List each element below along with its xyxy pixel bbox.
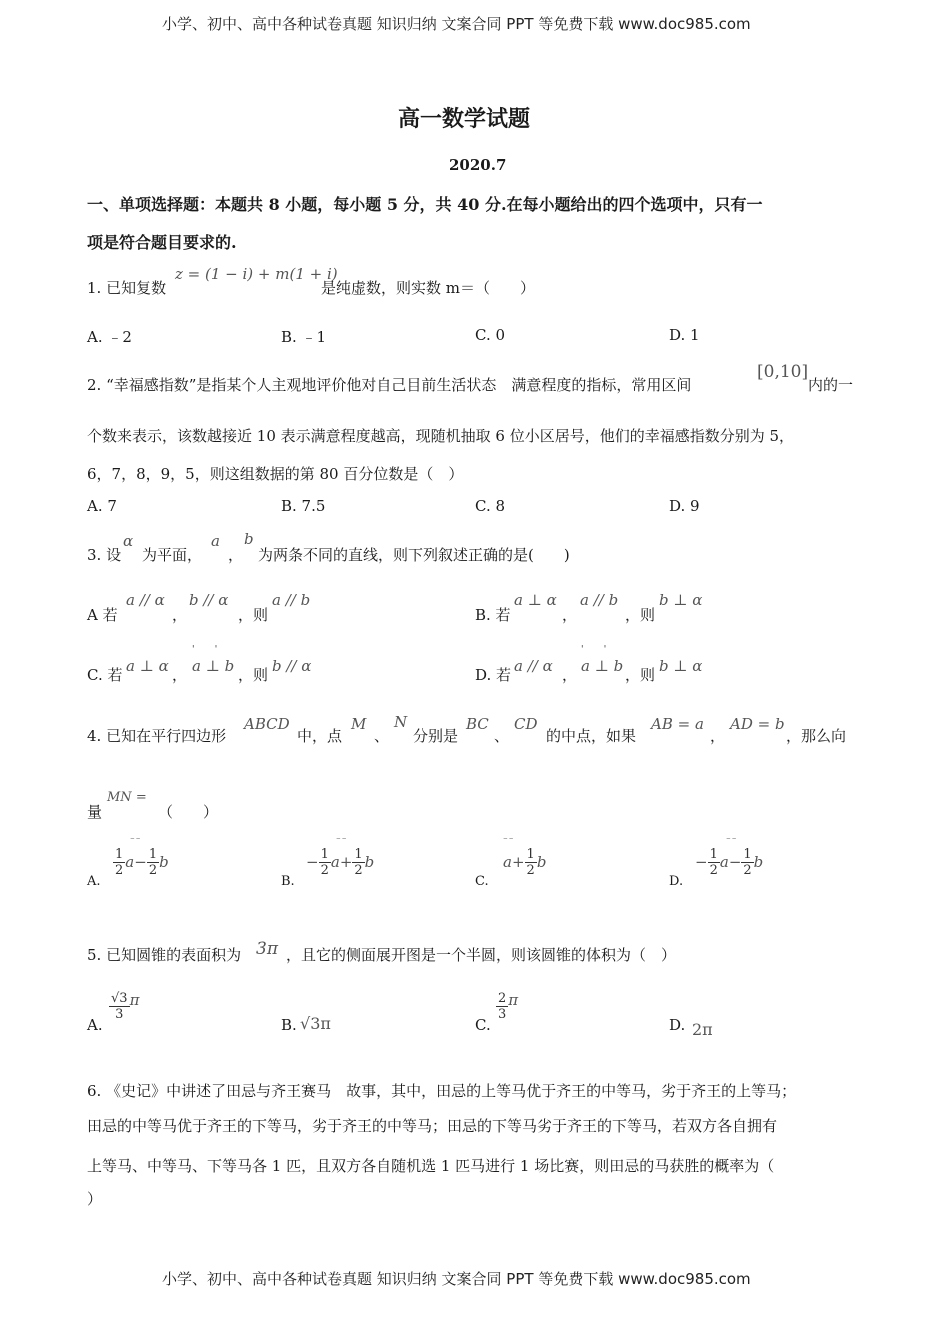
q3-option-c-m2: a ⊥ b: [192, 657, 235, 675]
q4-option-c-label: C.: [475, 874, 489, 889]
q3-option-d-m2: a ⊥ b: [581, 657, 624, 675]
q5-option-b-label: B.: [281, 1016, 297, 1034]
q5-option-b-value: √3π: [300, 1014, 331, 1033]
q5-stem-pre: 5. 已知圆锥的表面积为: [87, 946, 242, 964]
q3-option-d-m3: b ⊥ α: [659, 657, 703, 675]
q3-option-b-sep: ，: [562, 606, 578, 624]
vector-arrow-icon: ⁻⁻: [726, 836, 738, 846]
q1-formula: z = (1 − i) + m(1 + i): [175, 265, 338, 283]
fraction: $\frac{1}{2}$: [320, 847, 329, 878]
fraction: $\frac{1}{2}$: [526, 847, 535, 878]
q3-option-d-label: D. 若: [475, 666, 512, 684]
q3-option-c-m1: a ⊥ α: [126, 657, 169, 675]
fraction: $\frac{√3}{3}$: [111, 991, 128, 1022]
q3-option-d-sep: ，: [562, 666, 578, 684]
q4-stem-p3: 分别是: [413, 727, 459, 745]
vector-arrow-icon: ⁻⁻: [336, 836, 348, 846]
q5-option-d-value: 2π: [692, 1020, 713, 1039]
q4-comma: ，: [710, 727, 726, 745]
q4-option-d-label: D.: [669, 874, 684, 889]
q3-option-b-label: B. 若: [475, 606, 511, 624]
fraction: $\frac{1}{2}$: [743, 847, 752, 878]
q4-stem-p4: 的中点，如果: [546, 727, 637, 745]
q3-option-d-m1: a // α: [514, 657, 553, 675]
q3-option-a-sep: ，: [172, 606, 188, 624]
q3-option-b-m1: a ⊥ α: [514, 591, 557, 609]
section-heading-line1: 一、单项选择题：本题共 8 小题，每小题 5 分，共 40 分.在每小题给出的四个选项中，只有一: [87, 195, 763, 214]
q3-stem-p3: 为两条不同的直线，则下列叙述正确的是( ): [258, 546, 570, 564]
q3-option-c-sep: ，: [172, 666, 188, 684]
q4-point-m: M: [351, 715, 367, 733]
q4-line2-post: （ ）: [158, 803, 219, 821]
vector-arrow-icon: ⁻⁻: [130, 836, 142, 846]
q4-ad-eq: AD = b: [730, 715, 785, 733]
q4-stem-p1: 4. 已知在平行四边形: [87, 727, 227, 745]
fraction: $\frac{1}{2}$: [709, 847, 718, 878]
q2-line1-post: 内的一: [808, 376, 854, 394]
q2-line3: 6，7，8，9，5，则这组数据的第 80 百分位数是（ ）: [87, 465, 464, 483]
q4-line2-pre: 量: [87, 803, 103, 821]
q2-option-b: B. 7.5: [281, 497, 326, 515]
q6-line2: 田忌的中等马优于齐王的下等马，劣于齐王的中等马；田忌的下等马劣于齐王的下等马，若双方各自拥有: [87, 1117, 778, 1135]
q3-stem-p1: 3. 设: [87, 546, 122, 564]
q3-option-a-m3: a // b: [272, 591, 311, 609]
q3-option-a-then: ，则: [238, 606, 269, 624]
q6-line4: ）: [87, 1190, 103, 1208]
q5-option-c-label: C.: [475, 1016, 491, 1034]
q5-area: 3π: [256, 939, 278, 959]
q3-option-d-vector-ticks: ' ': [581, 645, 608, 655]
q5-option-a-label: A.: [87, 1016, 103, 1034]
q3-option-b-m3: b ⊥ α: [659, 591, 703, 609]
q3-comma: ，: [228, 546, 244, 564]
q4-seg-cd: CD: [514, 715, 538, 733]
q4-seg-bc: BC: [466, 715, 489, 733]
fraction: $\frac{1}{2}$: [148, 847, 158, 878]
q4-option-b-expr: − $\frac{1}{2}$ a+ $\frac{1}{2}$ b: [306, 847, 375, 878]
q3-option-b-then: ，则: [625, 606, 656, 624]
exam-date: 2020.7: [449, 156, 507, 174]
q4-stem-p2: 中，点: [297, 727, 343, 745]
q6-line1: 6. 《史记》中讲述了田忌与齐王赛马 故事，其中，田忌的上等马优于齐王的中等马，劣于齐王的上等马；: [87, 1082, 797, 1100]
q3-option-c-label: C. 若: [87, 666, 123, 684]
q2-interval: [0,10]: [757, 362, 809, 382]
q4-sep-1: 、: [374, 727, 390, 745]
q3-option-d-then: ，则: [625, 666, 656, 684]
page-title: 高一数学试题: [398, 106, 531, 132]
q2-line2: 个数来表示，该数越接近 10 表示满意程度越高，现随机抽取 6 位小区居号，他们的幸福感指数分别为 5，: [87, 427, 795, 445]
q5-option-c-expr: $\frac{2}{3}$ π: [498, 991, 519, 1022]
q1-stem-pre: 1. 已知复数: [87, 279, 167, 297]
q4-option-d-expr: − $\frac{1}{2}$ a− $\frac{1}{2}$ b: [695, 847, 764, 878]
q3-stem-p2: 为平面，: [142, 546, 203, 564]
q4-point-n: N: [394, 713, 408, 731]
q3-option-c-then: ，则: [238, 666, 269, 684]
q1-stem-post: 是纯虚数，则实数 m＝（ ）: [321, 279, 535, 297]
page-header: 小学、初中、高中各种试卷真题 知识归纳 文案合同 PPT 等免费下载 www.doc985.com: [162, 15, 751, 33]
q3-option-a-m2: b // α: [189, 591, 229, 609]
q4-abcd: ABCD: [244, 715, 290, 733]
q4-option-a-label: A.: [87, 874, 101, 889]
q3-var-b: b: [244, 530, 254, 548]
q2-line1-pre: 2. “幸福感指数”是指某个人主观地评价他对自己目前生活状态 满意程度的指标，常用区间: [87, 376, 692, 394]
fraction: $\frac{2}{3}$: [498, 991, 507, 1022]
q5-option-a-expr: $\frac{√3}{3}$ π: [111, 991, 140, 1022]
q5-stem-post: ，且它的侧面展开图是一个半圆，则该圆锥的体积为（ ）: [286, 946, 677, 964]
fraction: $\frac{1}{2}$: [115, 847, 124, 878]
q1-option-c: C. 0: [475, 326, 506, 344]
q1-option-d: D. 1: [669, 326, 700, 344]
q3-alpha: α: [123, 532, 134, 550]
q6-line3: 上等马、中等马、下等马各 1 匹，且双方各自随机选 1 匹马进行 1 场比赛，则田忌的马获胜的概率为（: [87, 1157, 775, 1175]
q3-option-b-m2: a // b: [580, 591, 619, 609]
q1-option-a: A. ﹣2: [87, 328, 132, 346]
q3-var-a: a: [211, 532, 220, 550]
q3-option-a-label: A 若: [87, 606, 118, 624]
q3-option-c-vector-ticks: ' ': [192, 645, 219, 655]
q4-stem-p5: ，那么向: [786, 727, 847, 745]
q2-option-d: D. 9: [669, 497, 700, 515]
section-heading-line2: 项是符合题目要求的.: [87, 233, 237, 252]
q5-option-d-label: D.: [669, 1016, 686, 1034]
q4-option-b-label: B.: [281, 874, 295, 889]
page-footer: 小学、初中、高中各种试卷真题 知识归纳 文案合同 PPT 等免费下载 www.doc985.com: [162, 1270, 751, 1288]
q4-sep-2: 、: [494, 727, 510, 745]
q4-option-a-expr: $\frac{1}{2}$ a− $\frac{1}{2}$ b: [115, 847, 169, 878]
q4-ab-eq: AB = a: [651, 715, 704, 733]
q4-mn: MN =: [107, 790, 147, 805]
q1-option-b: B. ﹣1: [281, 328, 327, 346]
vector-arrow-icon: ⁻⁻: [503, 836, 515, 846]
q2-option-c: C. 8: [475, 497, 506, 515]
fraction: $\frac{1}{2}$: [354, 847, 363, 878]
q2-option-a: A. 7: [87, 497, 117, 515]
q4-option-c-expr: a+ $\frac{1}{2}$ b: [503, 847, 547, 878]
q3-option-a-m1: a // α: [126, 591, 165, 609]
q3-option-c-m3: b // α: [272, 657, 312, 675]
